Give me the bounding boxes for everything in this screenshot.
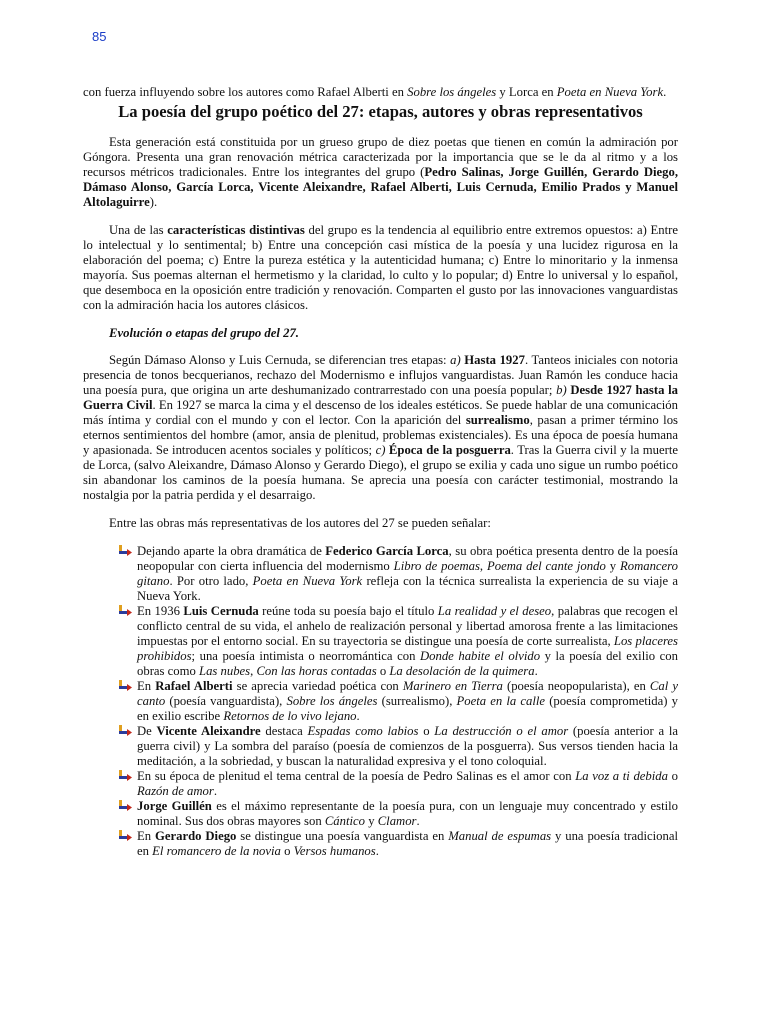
arrow-down-right-bullet-icon xyxy=(118,725,132,737)
arrow-down-right-bullet-icon xyxy=(118,680,132,692)
arrow-down-right-bullet-icon xyxy=(118,800,132,812)
list-item-alberti: En Rafael Alberti se aprecia variedad poética con Marinero en Tierra (poesía neopopularista), en Cal y canto (poesía vanguardista), Sobre los ángeles (surrealismo), Poeta en la calle (poesía comprometida) y en exilio escribe Retornos de lo vivo lejano. xyxy=(137,679,678,724)
list-item-aleixandre: De Vicente Aleixandre destaca Espadas como labios o La destrucción o el amor (poesía anterior a la guerra civil) y La sombra del paraíso (poesía de comienzos de la posguerra). Sus versos tienden hacia la meditación, a la sobriedad, y buscan la naturalidad expresiva y el tono coloquial. xyxy=(137,724,678,769)
section-title: La poesía del grupo poético del 27: etapas, autores y obras representativos xyxy=(118,102,643,121)
list-item-lorca: Dejando aparte la obra dramática de Federico García Lorca, su obra poética presenta dentro de la poesía neopopular con cierta influencia del modernismo Libro de poemas, Poema del cante jondo y Romancero gitano. Por otro lado, Poeta en Nueva York refleja con la técnica surrealista la experiencia de su viaje a Nueva York. xyxy=(137,544,678,604)
document-body xyxy=(83,85,678,859)
subheading-evolution: Evolución o etapas del grupo del 27. xyxy=(109,326,299,340)
paragraph-stages: Según Dámaso Alonso y Luis Cernuda, se diferencian tres etapas: a) Hasta 1927. Tanteos iniciales con notoria presencia de tonos becquerianos, rechazo del Modernismo e influjos vanguardistas. Juan Ramón les conduce hacia una poesía pura, que origina un arte deshumanizado contrarrestado con una poesía popular; b) Desde 1927 hasta la Guerra Civil. En 1927 se marca la cima y el descenso de los ideales estéticos. Se puede hablar de una comunicación más íntima y cordial con el mundo y con el lector. Con la aparición del surrealismo, pasan a primer término los eternos sentimientos del hombre (amor, ansia de plenitud, problemas existenciales). Es una época de poesía humana y apasionada. Se introducen acentos sociales y políticos; c) Época de la posguerra. Tras la Guerra civil y la muerte de Lorca, (salvo Aleixandre, Dámaso Alonso y Gerardo Diego), el grupo se exilia y cada uno sigue un rumbo poético sin abandonar los caminos de la poesía humana. Se aprecia una poesía con carácter testimonial, mostrando la nostalgia por la patria perdida y el desarraigo. xyxy=(83,353,678,502)
intro-paragraph: con fuerza influyendo sobre los autores como Rafael Alberti en Sobre los ángeles y Lorca en Poeta en Nueva York. xyxy=(83,85,667,99)
list-item-salinas: En su época de plenitud el tema central de la poesía de Pedro Salinas es el amor con La voz a ti debida o Razón de amor. xyxy=(137,769,678,799)
paragraph-works-intro: Entre las obras más representativas de los autores del 27 se pueden señalar: xyxy=(109,516,491,530)
paragraph-characteristics: Una de las características distintivas del grupo es la tendencia al equilibrio entre extremos opuestos: a) Entre lo intelectual y lo sentimental; b) Entre una concepción casi mística de la poesía y una lucidez rigurosa en la elaboración del poema; c) Entre la pureza estética y la autenticidad humana; c) Entre lo minoritario y la inmensa mayoría. Sus poemas alternan el hermetismo y la claridad, lo culto y lo popular; d) Entre lo universal y lo español, que desemboca en la oposición entre tradición y renovación. Comparten el gusto por las innovaciones vanguardistas con la admiración hacia los autores clásicos. xyxy=(83,223,678,312)
paragraph-generation: Esta generación está constituida por un grueso grupo de diez poetas que tienen en común la admiración por Góngora. Presenta una gran renovación métrica caracterizada por la importancia que se le da al ritmo y a los recursos métricos tradicionales. Entre los integrantes del grupo (Pedro Salinas, Jorge Guillén, Gerardo Diego, Dámaso Alonso, García Lorca, Vicente Aleixandre, Rafael Alberti, Luis Cernuda, Emilio Prados y Manuel Altolaguirre). xyxy=(83,135,678,209)
list-item-diego: En Gerardo Diego se distingue una poesía vanguardista en Manual de espumas y una poesía tradicional en El romancero de la novia o Versos humanos. xyxy=(137,829,678,859)
arrow-down-right-bullet-icon xyxy=(118,605,132,617)
works-list xyxy=(83,544,678,859)
page-number: 85 xyxy=(92,29,107,44)
arrow-down-right-bullet-icon xyxy=(118,770,132,782)
list-item-cernuda: En 1936 Luis Cernuda reúne toda su poesía bajo el título La realidad y el deseo, palabras que recogen el conflicto central de su vida, el anhelo de realización personal y libertad amorosa frente a las limitaciones impuestas por el entorno social. En su trayectoria se distingue una poesía de corte surrealista, Los placeres prohibidos; una poesía intimista o neorromántica con Donde habite el olvido y la poesía del exilio con obras como Las nubes, Con las horas contadas o La desolación de la quimera. xyxy=(137,604,678,679)
arrow-down-right-bullet-icon xyxy=(118,830,132,842)
list-item-guillen: Jorge Guillén es el máximo representante de la poesía pura, con un lenguaje muy concentrado y estilo nominal. Sus dos obras mayores son Cántico y Clamor. xyxy=(137,799,678,829)
arrow-down-right-bullet-icon xyxy=(118,545,132,557)
